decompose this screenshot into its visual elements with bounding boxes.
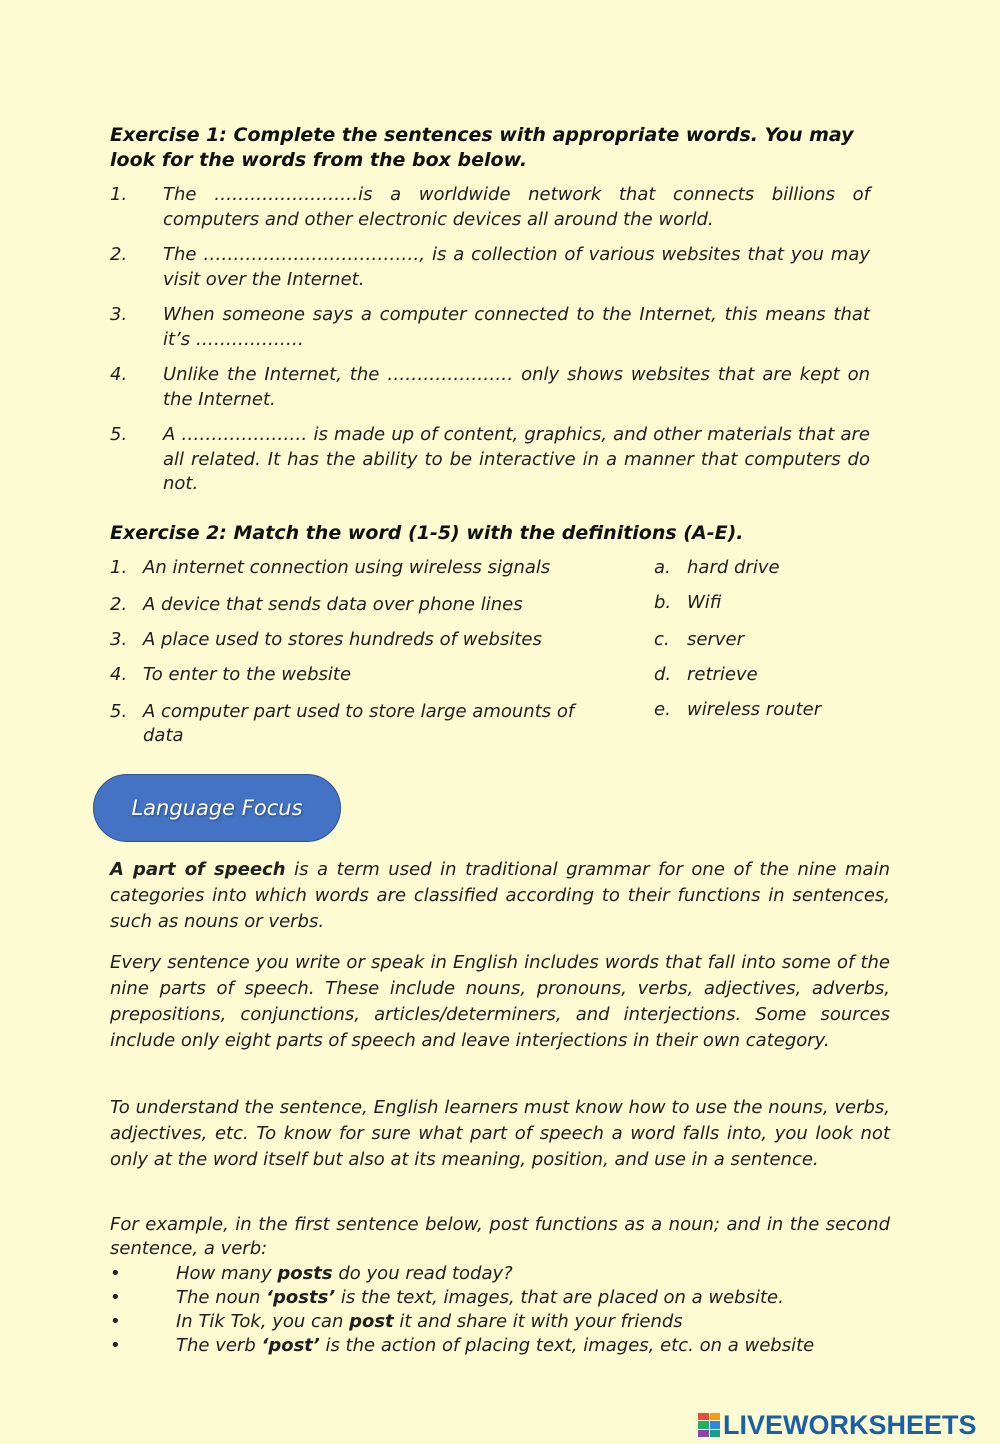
match-term xyxy=(110,556,610,580)
bullet-keyword: ‘post’ xyxy=(261,1335,320,1356)
bullet-dot: • xyxy=(110,1311,121,1332)
logo-block xyxy=(698,1413,709,1420)
example-bullet xyxy=(110,1286,890,1310)
paragraph-example: For example, in the first sentence below, post functions as a noun; and in the second sentence, a verb: xyxy=(110,1214,890,1259)
term-number: 2. xyxy=(110,594,128,615)
bullet-dot: • xyxy=(110,1263,121,1284)
paragraph-understand: To understand the sentence, English learners must know how to use the nouns, verbs, adjectives, etc. To know for sure what part of speech a word falls into, you look not only at the word itself but also at its meaning, position, and use in a sentence. xyxy=(110,1097,890,1170)
exercise1-item xyxy=(110,243,870,292)
definition-letter: d. xyxy=(654,664,672,685)
match-definition xyxy=(654,663,954,687)
term-number: 5. xyxy=(110,701,128,722)
logo-block xyxy=(710,1430,721,1437)
term-text: An internet connection using wireless signals xyxy=(143,557,551,578)
bullet-text: The verb xyxy=(176,1335,262,1356)
logo-block xyxy=(710,1421,721,1428)
term-text: A computer part used to store large amounts of data xyxy=(143,701,575,746)
term-number: 3. xyxy=(110,629,128,650)
bullet-text: is the text, images, that are placed on a website. xyxy=(335,1287,784,1308)
bullet-keyword: post xyxy=(349,1311,394,1332)
match-term xyxy=(110,700,600,748)
paragraph-nine-parts: Every sentence you write or speak in English includes words that fall into some of the nine parts of speech. These include nouns, pronouns, verbs, adjectives, adverbs, prepositions, conjunctions, articles/determiners, and interjections. Some sources include only eight parts of speech and leave interjections in their own category. xyxy=(110,952,890,1051)
item-number: 2. xyxy=(110,244,128,265)
bullet-dot: • xyxy=(110,1335,121,1356)
exercise1-item xyxy=(110,423,870,497)
bullet-text: it and share it with your friends xyxy=(393,1311,683,1332)
item-text: A ………………… is made up of content, graphics, and other materials that are all related. It has the ability to be interactive in a manner that computers do not. xyxy=(163,424,870,494)
item-number: 5. xyxy=(110,424,128,445)
match-definition xyxy=(654,628,954,652)
term-number: 1. xyxy=(110,557,128,578)
bullet-text: The noun xyxy=(176,1287,267,1308)
item-number: 1. xyxy=(110,184,128,205)
match-term xyxy=(110,663,610,687)
example-bullet xyxy=(110,1310,890,1334)
liveworksheets-logo[interactable] xyxy=(698,1410,977,1440)
match-term xyxy=(110,593,610,617)
match-definition xyxy=(654,591,954,615)
bullet-text: How many xyxy=(176,1263,278,1284)
definition-letter: a. xyxy=(654,557,671,578)
logo-block xyxy=(698,1421,709,1428)
match-definition xyxy=(654,698,954,722)
match-term xyxy=(110,628,610,652)
item-text: The ……………………is a worldwide network that connects billions of computers and other electronic devices all around the world. xyxy=(163,184,870,230)
item-text: When someone says a computer connected to the Internet, this means that it’s ……………… xyxy=(163,304,870,350)
exercise1-heading: Exercise 1: Complete the sentences with appropriate words. You may look for the words from the box below. xyxy=(110,124,854,171)
definition-letter: e. xyxy=(654,699,671,720)
term-text: A place used to stores hundreds of websites xyxy=(143,629,542,650)
term-text: To enter to the website xyxy=(143,664,352,685)
term-number: 4. xyxy=(110,664,128,685)
language-focus-badge xyxy=(93,774,341,842)
logo-text: LIVEWORKSHEETS xyxy=(723,1409,977,1440)
item-number: 3. xyxy=(110,304,128,325)
exercise1-item xyxy=(110,363,870,412)
language-focus-label: Language Focus xyxy=(131,796,303,820)
bullet-keyword: ‘posts’ xyxy=(266,1287,336,1308)
term-text: A device that sends data over phone lines xyxy=(143,594,523,615)
bullet-dot: • xyxy=(110,1287,121,1308)
item-text: Unlike the Internet, the ………………… only shows websites that are kept on the Internet. xyxy=(163,364,870,410)
bullet-keyword: posts xyxy=(277,1263,333,1284)
term-part-of-speech: A part of speech xyxy=(110,859,286,880)
bullet-text: In Tik Tok, you can xyxy=(176,1311,350,1332)
exercise1-item xyxy=(110,303,870,352)
logo-block xyxy=(710,1413,721,1420)
bullet-text: do you read today? xyxy=(332,1263,513,1284)
item-text: The ………………………………, is a collection of various websites that you may visit over the Internet. xyxy=(163,244,870,290)
exercise2-heading: Exercise 2: Match the word (1-5) with the definitions (A-E). xyxy=(110,522,744,544)
logo-block xyxy=(698,1430,709,1437)
definition-text: retrieve xyxy=(687,664,758,685)
definition-text: server xyxy=(687,629,744,650)
example-bullet xyxy=(110,1262,890,1286)
definition-letter: c. xyxy=(654,629,670,650)
logo-icon xyxy=(698,1413,720,1437)
definition-text: Wifi xyxy=(687,592,722,613)
exercise1-item xyxy=(110,183,870,232)
paragraph-text: is a term used in traditional grammar for one of the nine main categories into which words are classified according to their functions in sentences, such as nouns or verbs. xyxy=(110,859,890,932)
definition-text: wireless router xyxy=(687,699,822,720)
item-number: 4. xyxy=(110,364,128,385)
example-bullet xyxy=(110,1334,890,1358)
definition-text: hard drive xyxy=(687,557,780,578)
definition-letter: b. xyxy=(654,592,672,613)
paragraph-part-of-speech xyxy=(110,857,890,935)
bullet-text: is the action of placing text, images, etc. on a website xyxy=(319,1335,815,1356)
match-definition xyxy=(654,556,954,580)
